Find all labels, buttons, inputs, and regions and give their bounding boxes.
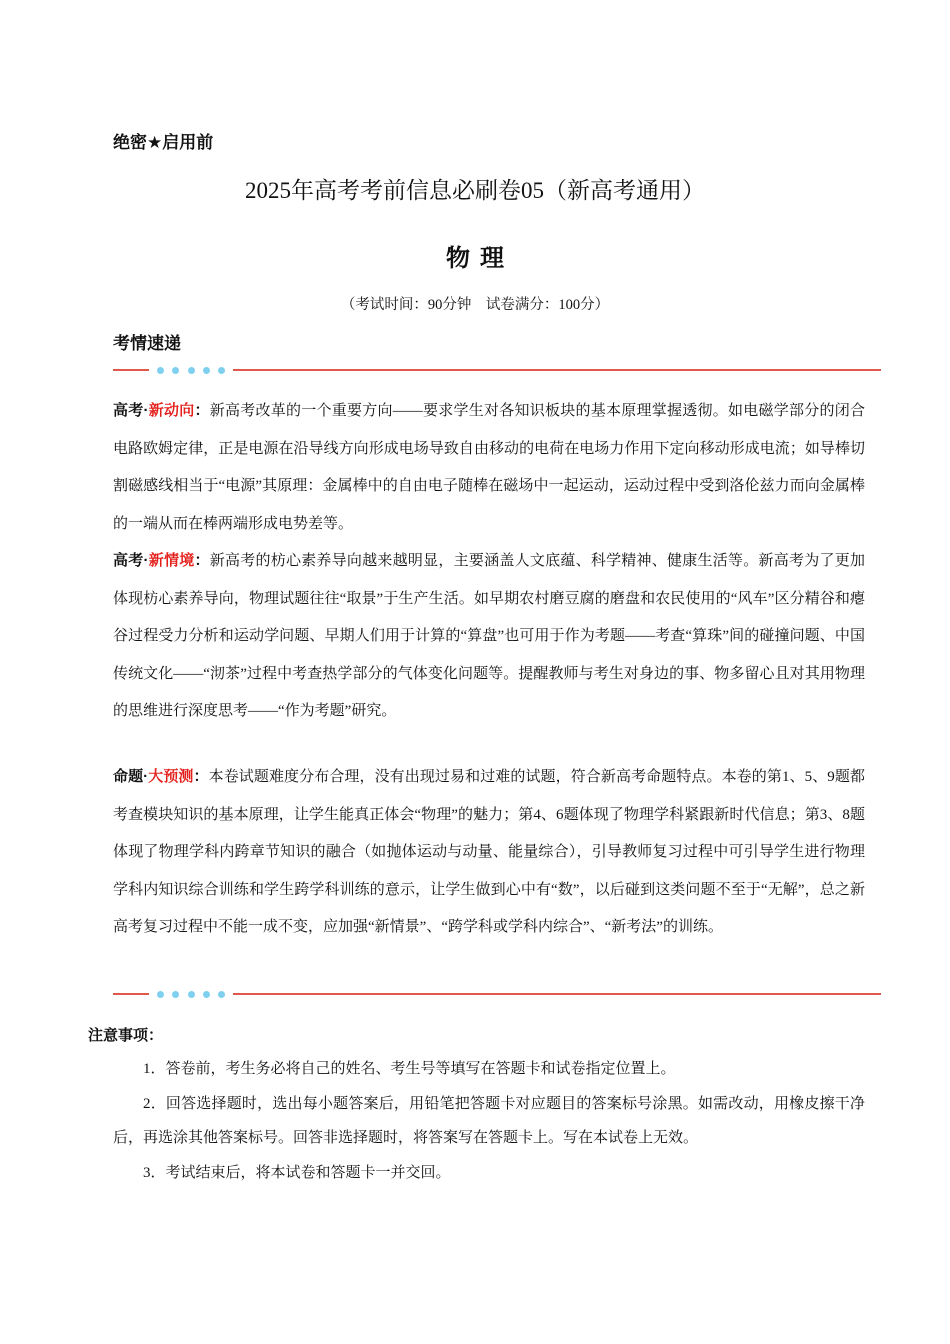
paragraph-label-highlight: 大预测: [148, 768, 194, 785]
paragraph-label-suffix: ：: [194, 402, 210, 419]
paragraph-forecast: [113, 758, 865, 947]
section-heading: 考情速递: [113, 334, 181, 353]
paragraph-label-suffix: ：: [194, 552, 210, 569]
note-item: 2．回答选择题时，选出每小题答案后，用铅笔把答题卡对应题目的答案标号涂黑。如需改动，用橡皮擦干净后，再选涂其他答案标号。回答非选择题时，将答案写在答题卡上。写在本试卷上无效。: [113, 1095, 865, 1146]
paragraph-label-highlight: 新动向: [148, 402, 195, 419]
confidential-mark: 绝密★启用前: [113, 133, 214, 152]
note-item: 3．考试结束后，将本试卷和答题卡一并交回。: [143, 1164, 451, 1181]
paragraph-text: 本卷试题难度分布合理，没有出现过易和过难的试题，符合新高考命题特点。本卷的第1、5、9题都考查模块知识的基本原理，让学生能真正体会“物理”的魅力；第4、6题体现了物理学科紧跟新时代信息；第3、8题体现了物理学科内跨章节知识的融合（如抛体运动与动量、能量综合），引导教师复习过程中可引导学生进行物理学科内知识综合训练和学生跨学科训练的意示，让学生做到心中有“数”，以后碰到这类问题不至于“无解”，总之新高考复习过程中不能一成不变，应加强“新情景”、“跨学科或学科内综合”、“新考法”的训练。: [113, 769, 865, 935]
paragraph-text: 新高考改革的一个重要方向——要求学生对各知识板块的基本原理掌握透彻。如电磁学部分的闭合电路欧姆定律，正是电源在沿导线方向形成电场导致自由移动的电荷在电场力作用下定向移动形成电流；如导棒切割磁感线相当于“电源”其原理：金属棒中的自由电子随棒在磁场中一起运动，运动过程中受到洛伦兹力而向金属棒的一端从而在棒两端形成电势差等。: [113, 403, 865, 532]
divider-dots: [157, 989, 225, 999]
exam-info: （考试时间：90分钟 试卷满分：100分）: [340, 297, 610, 313]
notes-heading: 注意事项：: [88, 1027, 164, 1044]
paragraph-new-context: [113, 542, 865, 731]
paragraph-label-prefix: 命题·: [113, 768, 149, 785]
subject-title: 物理: [446, 245, 514, 272]
paragraph-label-prefix: 高考·: [113, 402, 149, 419]
paragraph-text: 新高考的枋心素养导向越来越明显，主要涵盖人文底蕴、科学精神、健康生活等。新高考为了更加体现枋心素养导向，物理试题往往“取景”于生产生活。如早期农村磨豆腐的磨盘和农民使用的“风车”区分精谷和瘪谷过程受力分析和运动学问题、早期人们用于计算的“算盘”也可用于作为考题——考查“算珠”间的碰撞问题、中国传统文化——“沏茶”过程中考查热学部分的气体变化问题等。提醒教师与考生对身边的事、物多留心且对其用物理的思维进行深度思考——“作为考题”研究。: [113, 553, 865, 719]
notes-list: [113, 1052, 865, 1190]
divider-dots: [157, 365, 225, 375]
paragraph-label-suffix: ：: [193, 768, 209, 785]
bottom-divider: [113, 987, 881, 1001]
paragraph-new-trend: [113, 392, 865, 543]
paragraph-label-highlight: 新情境: [148, 552, 195, 569]
exam-title: 2025年高考考前信息必刷卷05（新高考通用）: [245, 178, 705, 203]
note-item: 1．答卷前，考生务必将自己的姓名、考生号等填写在答题卡和试卷指定位置上。: [143, 1061, 676, 1077]
top-divider: [113, 363, 881, 377]
paragraph-label-prefix: 高考·: [113, 552, 149, 569]
